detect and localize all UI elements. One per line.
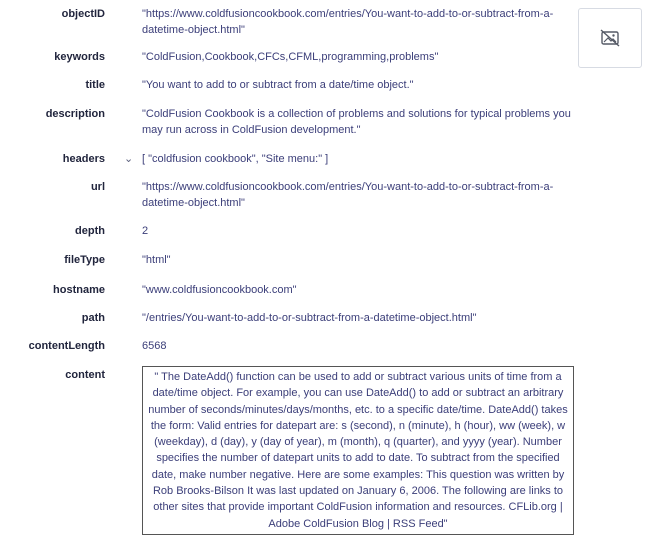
field-label: contentLength [28,340,105,352]
field-value: "/entries/You-want-to-add-to-or-subtract-from-a-datetime-object.html" [142,312,477,324]
field-value: "https://www.coldfusioncookbook.com/entries/You-want-to-add-to-or-subtract-from-a-datetime-object.html" [142,181,554,209]
collapse-toggle-icon[interactable]: ⌄ [124,153,134,165]
field-label: depth [75,225,105,237]
image-placeholder [578,8,642,68]
field-label: description [45,108,105,120]
field-value: "You want to add to or subtract from a date/time object." [142,79,414,91]
field-value: "html" [142,254,171,266]
field-label: path [81,312,105,324]
field-label: keywords [54,51,105,63]
image-off-icon [599,28,621,48]
field-label: content [65,369,105,381]
field-label: title [85,79,105,91]
field-value: [ "coldfusion cookbook", "Site menu:" ] [142,153,329,165]
field-value: "https://www.coldfusioncookbook.com/entries/You-want-to-add-to-or-subtract-from-a-datetime-object.html" [142,8,554,36]
field-label: fileType [64,254,105,266]
field-value: 6568 [142,340,167,352]
field-label: headers [62,153,105,165]
field-value: "ColdFusion,Cookbook,CFCs,CFML,programming,problems" [142,51,439,63]
field-label: hostname [53,284,105,296]
field-value: 2 [142,225,149,237]
field-label: objectID [61,8,105,20]
content-value-box: " The DateAdd() function can be used to add or subtract various units of time from a date/time object. For example, you can use DateAdd() to add or subtract an arbitrary number of seconds/minutes/days/months, etc. to a specific date/time. DateAdd() takes the form: Valid entries for datepart are: s (second), n (minute), h (hour), ww (week), w (weekday), d (day), y (day of year), m (month), q (quarter), and yyyy (year). Number specifies the number of datepart units to add to date. To subtract from the specified date, make number negative. Here are some examples: This question was written by Rob Brooks-Bilson It was last updated on January 6, 2006. The following are links to other sites that provide important ColdFusion information and resources. CFLib.org | Adobe ColdFusion Blog | RSS Feed" [142,366,574,535]
field-value: "ColdFusion Cookbook is a collection of problems and solutions for typical problems you may run across in ColdFusion development." [142,108,571,136]
field-value: "www.coldfusioncookbook.com" [142,284,297,296]
field-label: url [90,181,105,193]
